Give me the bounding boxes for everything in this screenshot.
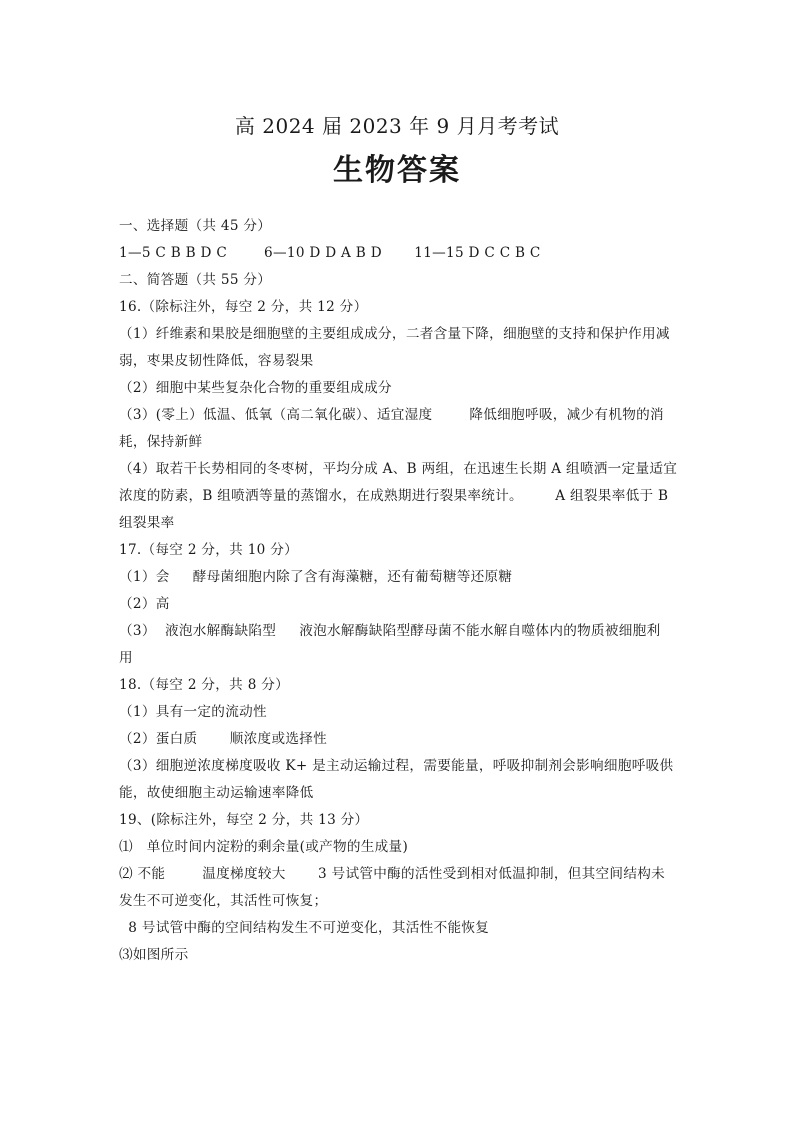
answer-line: ⑶如图所示 bbox=[119, 947, 189, 963]
answer-line: （2）高 bbox=[119, 596, 170, 612]
question-heading: 18.（每空 2 分，共 8 分） bbox=[119, 677, 290, 693]
answer-line: 组裂果率 bbox=[119, 515, 175, 531]
answer-line: 耗，保持新鲜 bbox=[119, 434, 203, 450]
answer-line: （2）细胞中某些复杂化合物的重要组成成分 bbox=[119, 380, 392, 396]
answer-line: ⑵ 不能 温度梯度较大 3 号试管中酶的活性受到相对低温抑制，但其空间结构未 bbox=[119, 866, 665, 882]
answer-line: ⑴ 单位时间内淀粉的剩余量(或产物的生成量) bbox=[119, 839, 409, 855]
question-heading: 16.（除标注外，每空 2 分，共 12 分） bbox=[119, 299, 368, 315]
answer-line: （1）具有一定的流动性 bbox=[119, 704, 267, 720]
answer-line: （3）(零上）低温、低氧（高二氧化碳）、适宜湿度 降低细胞呼吸，减少有机物的消 bbox=[119, 407, 664, 423]
answer-line: 弱，枣果皮韧性降低，容易裂果 bbox=[119, 353, 314, 369]
answer-line: 发生不可逆变化，其活性可恢复； bbox=[119, 893, 328, 909]
answer-line: （2）蛋白质 顺浓度或选择性 bbox=[119, 731, 328, 747]
document-title: 生物答案 bbox=[333, 153, 461, 188]
section-heading: 一、选择题（共 45 分） bbox=[119, 218, 272, 234]
question-heading: 19、(除标注外，每空 2 分，共 13 分） bbox=[119, 812, 369, 828]
exam-title: 高 2024 届 2023 年 9 月月考考试 bbox=[234, 114, 560, 138]
question-heading: 17.（每空 2 分，共 10 分） bbox=[119, 542, 298, 558]
answer-line: （1）纤维素和果胶是细胞壁的主要组成成分，二者含量下降，细胞壁的支持和保护作用减 bbox=[119, 326, 670, 342]
answer-line: 1—5 C B B D C 6—10 D D A B D 11—15 D C C B C bbox=[119, 245, 541, 261]
answer-line: 能，故使细胞主动运输速率降低 bbox=[119, 785, 314, 801]
answer-line: （1）会 酵母菌细胞内除了含有海藻糖，还有葡萄糖等还原糖 bbox=[119, 569, 513, 585]
section-heading: 二、简答题（共 55 分） bbox=[119, 272, 272, 288]
answer-line: 浓度的防素，B 组喷洒等量的蒸馏水，在成熟期进行裂果率统计。 A 组裂果率低于 B bbox=[119, 488, 669, 504]
answer-line: （3）细胞逆浓度梯度吸收 K+ 是主动运输过程，需要能量，呼吸抑制剂会影响细胞呼吸供 bbox=[119, 758, 674, 774]
answer-line: （3） 液泡水解酶缺陷型 液泡水解酶缺陷型酵母菌不能水解自噬体内的物质被细胞利 bbox=[119, 623, 661, 639]
answer-line: 用 bbox=[119, 650, 133, 666]
answer-line: 8 号试管中酶的空间结构发生不可逆变化，其活性不能恢复 bbox=[119, 920, 490, 936]
answer-line: （4）取若干长势相同的冬枣树，平均分成 A、B 两组，在迅速生长期 A 组喷洒一定量适宜 bbox=[119, 461, 678, 477]
